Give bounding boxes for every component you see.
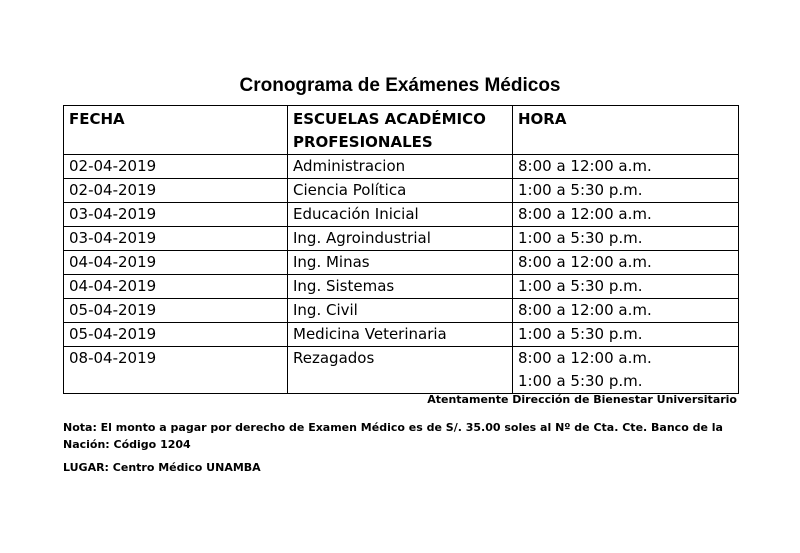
cell-date: 08-04-2019: [64, 347, 288, 394]
cell-school: Administracion: [288, 155, 513, 179]
cell-school: Educación Inicial: [288, 203, 513, 227]
cell-school: Ing. Agroindustrial: [288, 227, 513, 251]
cell-time: [513, 275, 739, 299]
cell-school: Ing. Minas: [288, 251, 513, 275]
time-value: 1:00 a 5:30 p.m.: [518, 277, 643, 295]
cell-school: Ing. Civil: [288, 299, 513, 323]
cell-time: [513, 323, 739, 347]
table-body: [64, 155, 739, 394]
table-row: [64, 251, 739, 275]
cell-date: 04-04-2019: [64, 251, 288, 275]
table-row: [64, 227, 739, 251]
cell-school: Medicina Veterinaria: [288, 323, 513, 347]
exam-schedule-table: [63, 105, 739, 394]
table-header-row: [64, 106, 739, 155]
exam-location: LUGAR: Centro Médico UNAMBA: [63, 461, 261, 474]
cell-date: 03-04-2019: [64, 203, 288, 227]
table-row: [64, 323, 739, 347]
time-value: 1:00 a 5:30 p.m.: [518, 325, 643, 343]
header-schools: ESCUELAS ACADÉMICO PROFESIONALES: [288, 106, 513, 155]
time-value: 1:00 a 5:30 p.m.: [518, 181, 643, 199]
time-value: 1:00 a 5:30 p.m.: [518, 372, 643, 390]
table-row: [64, 299, 739, 323]
table-row: [64, 203, 739, 227]
header-time: HORA: [513, 106, 739, 155]
payment-note: Nota: El monto a pagar por derecho de Examen Médico es de S/. 35.00 soles al Nº de Cta. Cte. Banco de la Nación: Código 1204: [63, 421, 723, 451]
cell-date: 04-04-2019: [64, 275, 288, 299]
cell-school: Ing. Sistemas: [288, 275, 513, 299]
cell-time: [513, 251, 739, 275]
cell-time: [513, 299, 739, 323]
table-row: [64, 155, 739, 179]
time-value: 8:00 a 12:00 a.m.: [518, 157, 652, 175]
cell-date: 05-04-2019: [64, 299, 288, 323]
table-row: [64, 275, 739, 299]
header-date: FECHA: [64, 106, 288, 155]
page-title: Cronograma de Exámenes Médicos: [239, 75, 561, 96]
time-value: 8:00 a 12:00 a.m.: [518, 301, 652, 319]
cell-date: 02-04-2019: [64, 155, 288, 179]
cell-time: [513, 227, 739, 251]
cell-time: [513, 203, 739, 227]
signature-line: Atentamente Dirección de Bienestar Universitario: [427, 393, 737, 406]
time-value: 1:00 a 5:30 p.m.: [518, 229, 643, 247]
time-value: 8:00 a 12:00 a.m.: [518, 349, 652, 367]
time-value: 8:00 a 12:00 a.m.: [518, 253, 652, 271]
time-value: 8:00 a 12:00 a.m.: [518, 205, 652, 223]
cell-time: [513, 179, 739, 203]
cell-time: [513, 347, 739, 394]
cell-school: Ciencia Política: [288, 179, 513, 203]
cell-date: 02-04-2019: [64, 179, 288, 203]
cell-date: 05-04-2019: [64, 323, 288, 347]
table-row: [64, 347, 739, 394]
cell-time: [513, 155, 739, 179]
cell-school: Rezagados: [288, 347, 513, 394]
cell-date: 03-04-2019: [64, 227, 288, 251]
table-row: [64, 179, 739, 203]
